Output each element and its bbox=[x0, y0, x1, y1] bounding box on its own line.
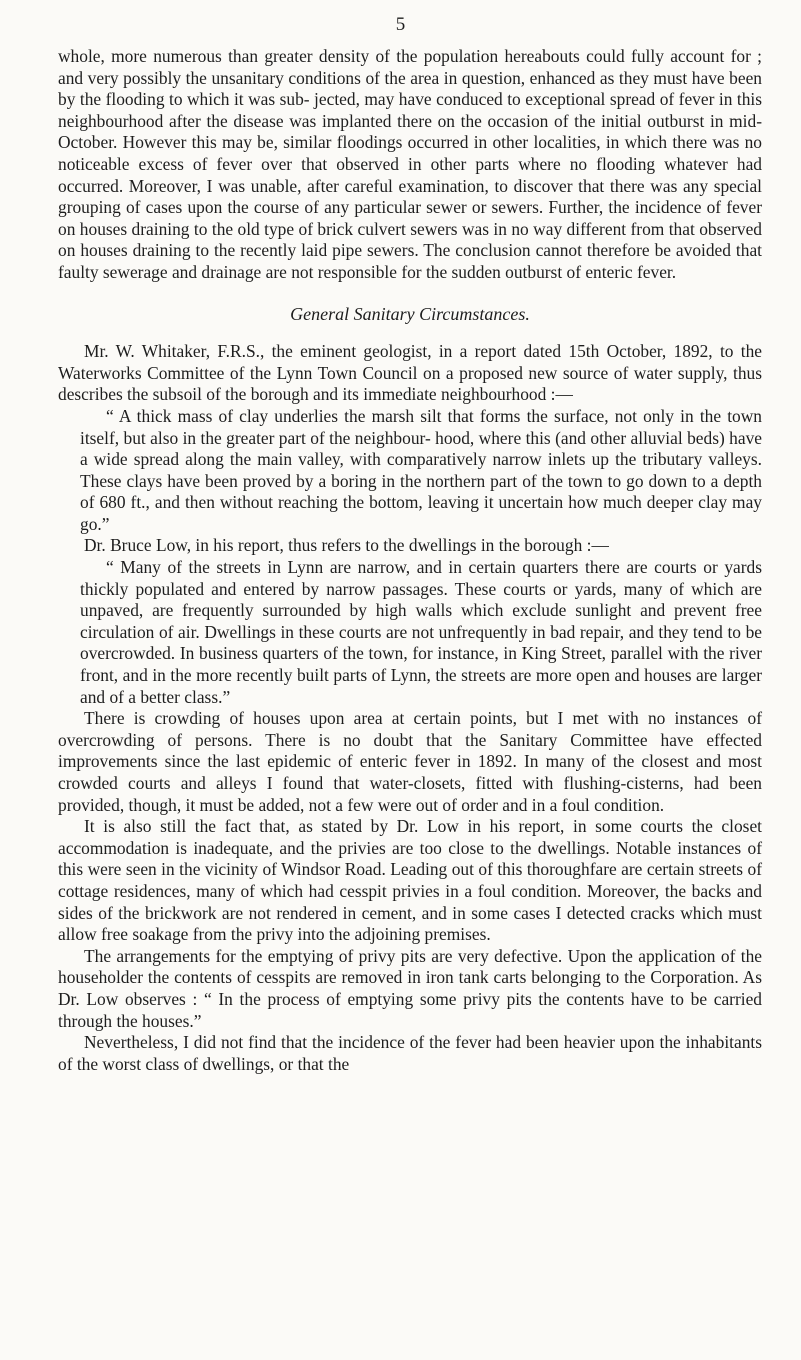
quote-low: “ Many of the streets in Lynn are narrow, and in certain quarters there are courts or yards thickly populated and entered by narrow passages. These courts or yards, many of which are unpaved, are frequently surrounded by high walls which exclude sunlight and prevent free circulation of air. Dwellings in these courts are not unfrequently in bad repair, and they tend to be overcrowded. In business quarters of the town, for instance, in King Street, parallel with the river front, and in the more recently built parts of Lynn, the streets are more open and houses are larger and of a better class.” bbox=[80, 557, 762, 707]
paragraph-privy-pits: The arrangements for the emptying of privy pits are very defective. Upon the application of the householder the contents of cesspits are removed in iron tank carts belonging to the Corporation. As Dr. Low observes : “ In the process of emptying some privy pits the contents have to be carried through the houses.” bbox=[58, 945, 762, 1031]
paragraph-closets: It is also still the fact that, as stated by Dr. Low in his report, in some courts the closet accommodation is inadequate, and the privies are too close to the dwellings. Notable instances of this were seen in the vicinity of Windsor Road. Leading out of this thoroughfare are certain streets of cottage residences, many of which had cesspit privies in a foul condition. Moreover, the backs and sides of the brickwork are not rendered in cement, and in some cases I detected cracks which must allow free soakage from the privy into the adjoining premises. bbox=[58, 816, 762, 945]
quote-whitaker: “ A thick mass of clay underlies the marsh silt that forms the surface, not only in the town itself, but also in the greater part of the neighbour- hood, where this (and other alluvial beds) have a wide spread along the main valley, with comparatively narrow inlets up the tributary valleys. These clays have been proved by a boring in the northern part of the town to go down to a depth of 680 ft., and then without reaching the bottom, leaving it uncertain how much deeper clay may go.” bbox=[80, 405, 762, 534]
body-text bbox=[58, 46, 762, 1075]
paragraph-whitaker-intro: Mr. W. Whitaker, F.R.S., the eminent geologist, in a report dated 15th October, 1892, to the Waterworks Committee of the Lynn Town Council on a proposed new source of water supply, thus describes the subsoil of the borough and its immediate neighbourhood :— bbox=[58, 341, 762, 405]
paragraph-conclusion: Nevertheless, I did not find that the incidence of the fever had been heavier upon the inhabitants of the worst class of dwellings, or that the bbox=[58, 1032, 762, 1074]
paragraph-continued: whole, more numerous than greater density of the population hereabouts could fully account for ; and very possibly the unsanitary conditions of the area in question, enhanced as they must have been by the flooding to which it was sub- jected, may have conduced to exceptional spread of fever in this neighbourhood after the disease was implanted there on the occasion of the initial outburst in mid-October. However this may be, similar floodings occurred in other localities, in which there was no noticeable excess of fever over that observed in other parts where no flooding whatever had occurred. Moreover, I was unable, after careful examination, to discover that there was any special grouping of cases upon the course of any particular sewer or sewers. Further, the incidence of fever on houses draining to the old type of brick culvert sewers was in no way different from that observed on houses draining to the recently laid pipe sewers. The conclusion cannot therefore be avoided that faulty sewerage and drainage are not responsible for the sudden outburst of enteric fever. bbox=[58, 46, 762, 282]
paragraph-crowding: There is crowding of houses upon area at certain points, but I met with no instances of overcrowding of persons. There is no doubt that the Sanitary Committee have effected improvements since the last epidemic of enteric fever in 1892. In many of the closest and most crowded courts and alleys I found that water-closets, fitted with flushing-cisterns, had been provided, though, it must be added, not a few were out of order and in a foul condition. bbox=[58, 708, 762, 815]
paragraph-low-intro: Dr. Bruce Low, in his report, thus refers to the dwellings in the borough :— bbox=[84, 535, 609, 556]
page-number: 5 bbox=[395, 14, 406, 35]
section-heading: General Sanitary Circumstances. bbox=[290, 303, 530, 324]
